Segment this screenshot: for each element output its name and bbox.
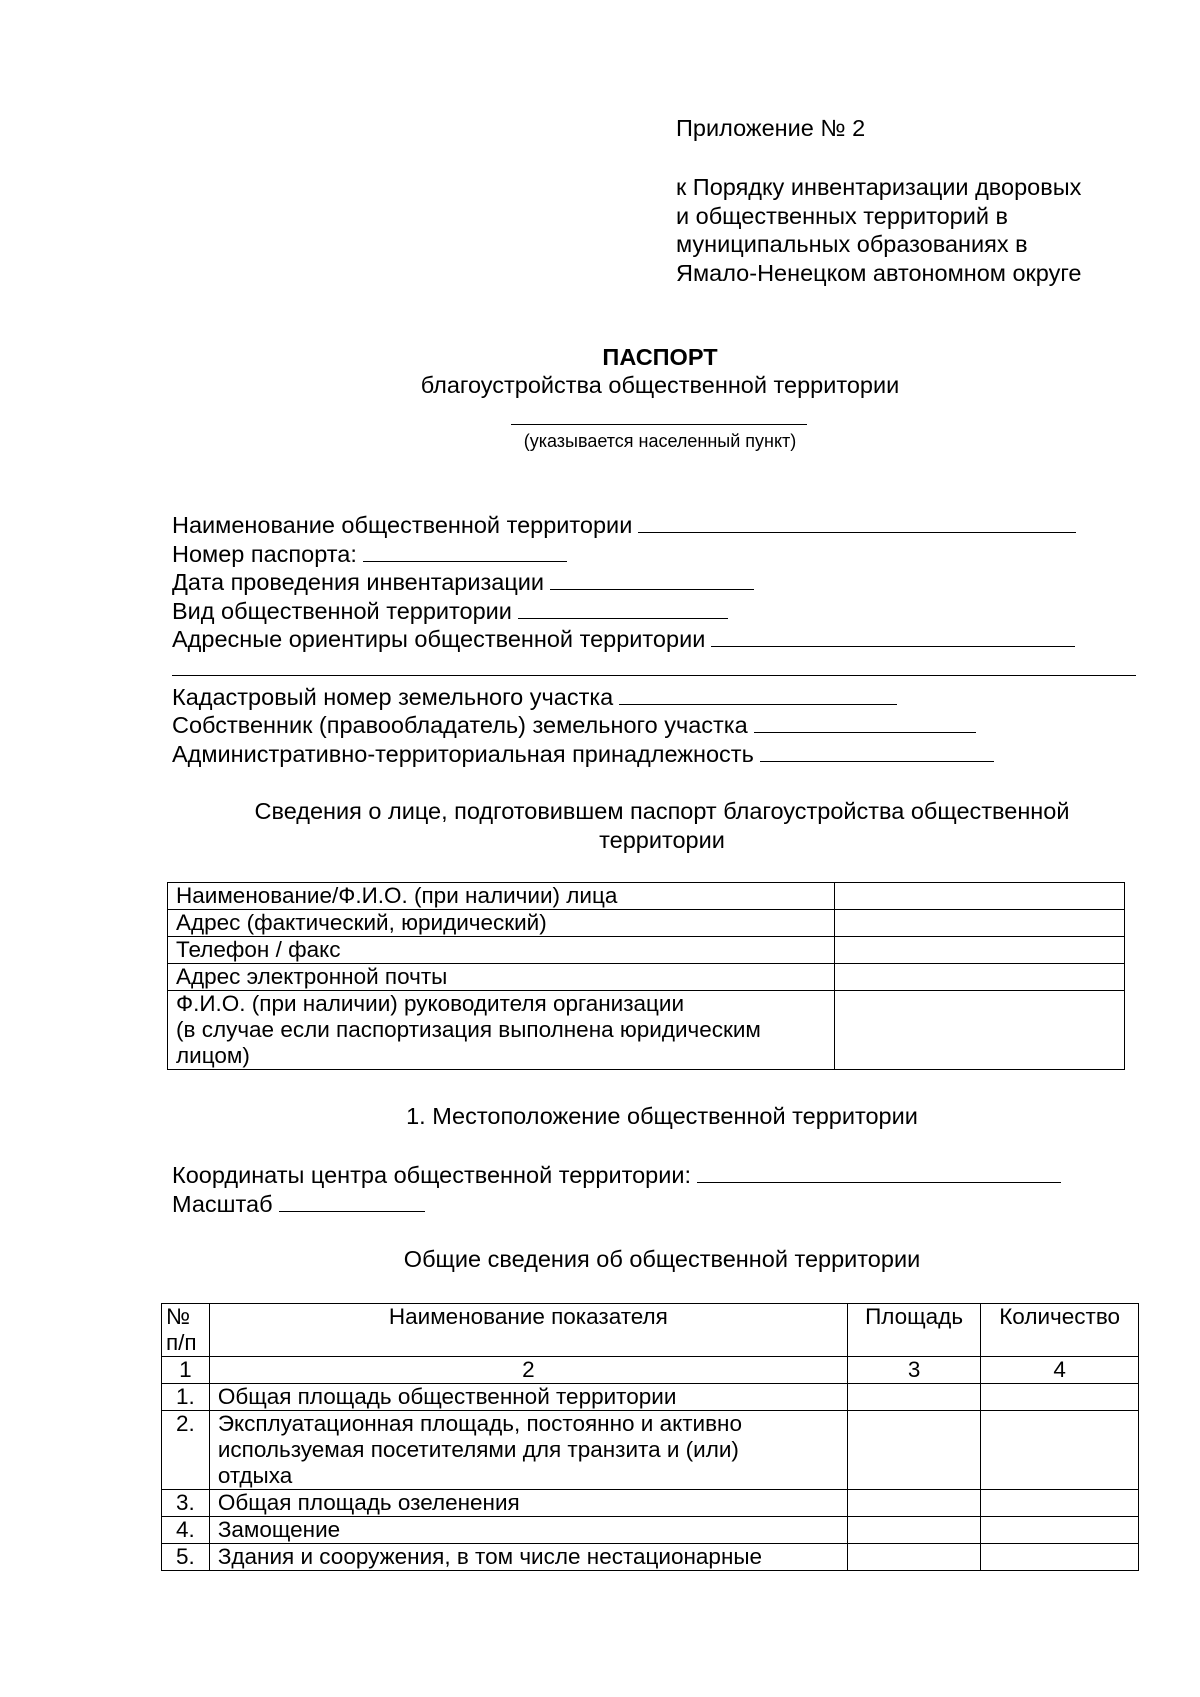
table-cell: 3	[847, 1357, 980, 1384]
locality-hint: (указывается населенный пункт)	[523, 431, 797, 451]
header-line: п/п	[166, 1330, 197, 1355]
field-label: Координаты центра общественной территории:	[172, 1162, 691, 1188]
table-cell-area	[847, 1490, 980, 1517]
table-cell-value	[835, 883, 1125, 910]
appendix-line: к Порядку инвентаризации дворовых	[676, 174, 1082, 200]
cell-line: используемая посетителями для транзита и (или)	[217, 1437, 739, 1462]
table-row	[162, 1411, 1139, 1490]
field-label: Вид общественной территории	[172, 597, 512, 624]
table-cell-num: 1.	[162, 1384, 210, 1411]
field-label: Масштаб	[172, 1190, 273, 1217]
preparer-heading-line: Сведения о лице, подготовившем паспорт благоустройства общественной	[254, 798, 1070, 824]
table-cell-qty	[981, 1490, 1139, 1517]
preparer-heading	[172, 797, 1152, 854]
passport-fields	[172, 510, 1152, 767]
table-cell-qty	[981, 1384, 1139, 1411]
preparer-heading-line: территории	[599, 826, 725, 853]
table-cell-label: Адрес электронной почты	[168, 964, 835, 991]
blank-line	[363, 539, 567, 562]
blank-line	[172, 653, 1136, 676]
table-row	[162, 1544, 1139, 1571]
field-coordinates	[172, 1160, 1152, 1189]
table-cell-label: Телефон / факс	[168, 937, 835, 964]
field-label: Дата проведения инвентаризации	[172, 569, 545, 596]
field-label: Наименование общественной территории	[172, 512, 633, 538]
table-cell-name: Общая площадь озеленения	[209, 1490, 847, 1517]
field-owner	[172, 710, 1152, 739]
field-label: Административно-территориальная принадлежность	[172, 740, 754, 767]
cell-line: Эксплуатационная площадь, постоянно и активно	[217, 1411, 742, 1436]
field-label: Номер паспорта:	[172, 540, 357, 567]
table-cell-label: Адрес (фактический, юридический)	[168, 910, 835, 937]
table-cell: 4	[981, 1357, 1139, 1384]
cell-line: лицом)	[176, 1043, 250, 1068]
table-cell-num: 2.	[162, 1411, 210, 1490]
table-cell-name: Здания и сооружения, в том числе нестационарные	[209, 1544, 847, 1571]
table-cell-num: 3.	[162, 1490, 210, 1517]
table-row	[168, 937, 1125, 964]
appendix-line: муниципальных образованиях в	[676, 231, 1028, 257]
blank-line	[711, 624, 1075, 647]
blank-line	[760, 739, 994, 762]
table-cell-qty	[981, 1411, 1139, 1490]
cell-line: Ф.И.О. (при наличии) руководителя организации	[176, 991, 685, 1016]
column-header-area: Площадь	[847, 1304, 980, 1357]
table-cell-value	[835, 937, 1125, 964]
table-cell-value	[835, 910, 1125, 937]
table-cell-area	[847, 1384, 980, 1411]
field-label: Адресные ориентиры общественной территории	[172, 626, 706, 653]
table-cell-value	[835, 964, 1125, 991]
locality-blank-line	[511, 424, 807, 425]
blank-line	[550, 567, 754, 590]
field-label: Собственник (правообладатель) земельного участка	[172, 712, 748, 739]
table-cell-area	[847, 1411, 980, 1490]
cell-line: (в случае если паспортизация выполнена юридическим	[176, 1017, 761, 1042]
column-header-num	[162, 1304, 210, 1357]
table-cell-qty	[981, 1517, 1139, 1544]
field-inventory-date	[172, 567, 1152, 596]
field-label: Кадастровый номер земельного участка	[172, 683, 614, 710]
table-cell-area	[847, 1544, 980, 1571]
blank-line	[754, 710, 976, 733]
field-territory-type	[172, 596, 1152, 625]
location-heading: 1. Местоположение общественной территории	[406, 1103, 918, 1129]
table-cell-name: Замощение	[209, 1517, 847, 1544]
general-info-table	[161, 1303, 1139, 1571]
field-passport-number	[172, 539, 1152, 568]
appendix-line: Ямало-Ненецком автономном округе	[676, 259, 1082, 286]
field-address	[172, 624, 1152, 653]
field-admin-affiliation	[172, 739, 1152, 768]
column-header-qty: Количество	[981, 1304, 1139, 1357]
cell-line: отдыха	[217, 1463, 293, 1488]
document-title: ПАСПОРТ	[602, 344, 718, 370]
table-cell-label	[168, 991, 835, 1070]
table-index-row	[162, 1357, 1139, 1384]
document-subtitle: благоустройства общественной территории	[420, 372, 900, 398]
table-row	[168, 883, 1125, 910]
blank-line	[697, 1160, 1061, 1183]
field-scale	[172, 1189, 1152, 1218]
table-row	[162, 1384, 1139, 1411]
table-cell-num: 5.	[162, 1544, 210, 1571]
field-territory-name	[172, 510, 1152, 539]
table-row	[168, 991, 1125, 1070]
field-address-continued	[172, 653, 1152, 682]
table-row	[168, 910, 1125, 937]
table-cell-num: 4.	[162, 1517, 210, 1544]
general-heading: Общие сведения об общественной территории	[403, 1246, 921, 1272]
location-fields	[172, 1160, 1152, 1217]
column-header-name: Наименование показателя	[209, 1304, 847, 1357]
table-cell-name: Общая площадь общественной территории	[209, 1384, 847, 1411]
table-header-row	[162, 1304, 1139, 1357]
table-row	[168, 964, 1125, 991]
table-cell-label: Наименование/Ф.И.О. (при наличии) лица	[168, 883, 835, 910]
blank-line	[279, 1189, 425, 1212]
table-cell-name	[209, 1411, 847, 1490]
table-row	[162, 1517, 1139, 1544]
table-cell-qty	[981, 1544, 1139, 1571]
preparer-table	[167, 882, 1125, 1070]
blank-line	[518, 596, 728, 619]
appendix-reference	[676, 173, 1156, 287]
blank-line	[619, 682, 897, 705]
appendix-number: Приложение № 2	[676, 115, 866, 141]
table-cell-area	[847, 1517, 980, 1544]
field-cadastral-number	[172, 682, 1152, 711]
header-line: №	[166, 1304, 191, 1329]
table-cell-value	[835, 991, 1125, 1070]
table-cell: 2	[209, 1357, 847, 1384]
table-row	[162, 1490, 1139, 1517]
blank-line	[638, 510, 1076, 533]
appendix-line: и общественных территорий в	[676, 202, 1008, 229]
table-cell: 1	[162, 1357, 210, 1384]
